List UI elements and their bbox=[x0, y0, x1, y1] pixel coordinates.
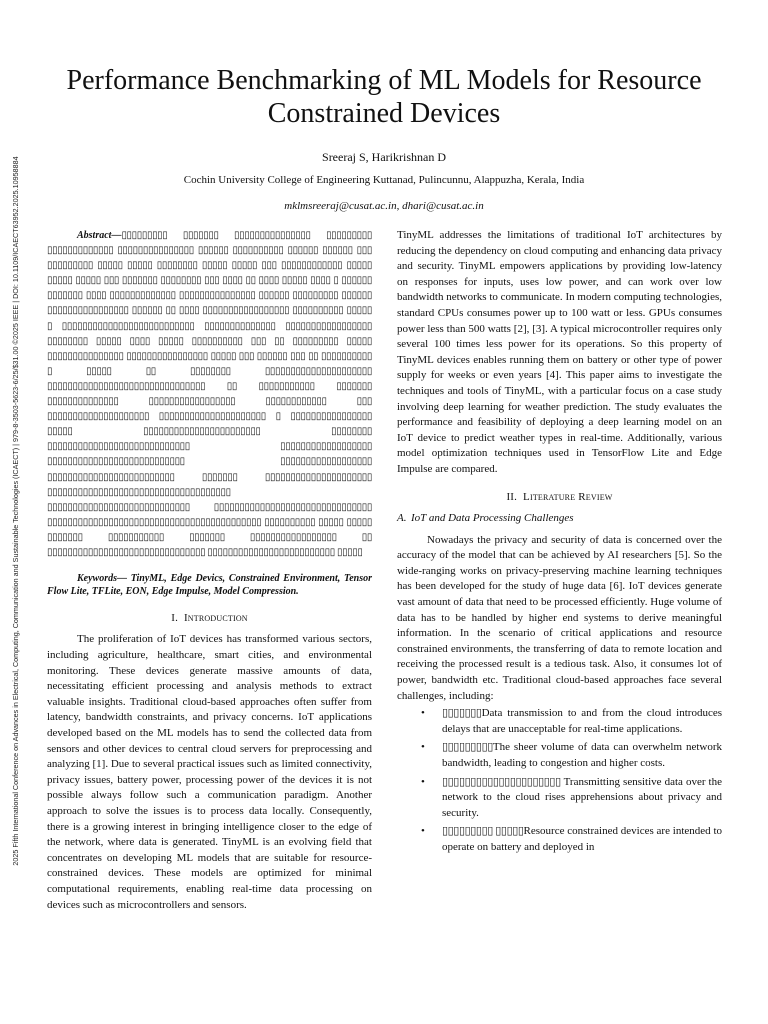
paper-affiliation: Cochin University College of Engineering Kuttanad, Pulincunnu, Alappuzha, Kerala, India bbox=[183, 174, 585, 186]
bullet-icon: • bbox=[421, 707, 425, 720]
bullet-garbled-term: ▯▯▯▯▯▯▯▯▯▯▯▯▯▯▯▯▯▯▯▯▯ bbox=[442, 775, 561, 788]
section-number: II. bbox=[506, 490, 518, 503]
right-column bbox=[397, 228, 722, 859]
bullet-text: Data transmission to and from the cloud introduces delays that are unacceptable for real-time applications. bbox=[442, 707, 722, 735]
conference-side-banner: 2025 Fifth International Conference on Advances in Electrical, Computing, Communication and Sustainable Technologies (ICAECT) | 979-8-3503-5623-6/25/$31.00 ©2025 IEEE | DOI: 10.1109/ICAECT63952.2025.10958884 bbox=[11, 156, 20, 866]
keywords: Keywords— TinyML, Edge Devics, Constrained Environment, Tensor Flow Lite, TFLite, EON, Edge Impulse, Model Compression. bbox=[47, 573, 372, 598]
bullet-text: Resource constrained devices are intended to operate on battery and deployed in bbox=[442, 825, 722, 853]
abstract-body: ▯▯▯▯▯▯▯▯▯ ▯▯▯▯▯▯▯ ▯▯▯▯▯▯▯▯▯▯▯▯▯▯▯ ▯▯▯▯▯▯▯▯▯ ▯▯▯▯▯▯▯▯▯▯▯▯▯ ▯▯▯▯▯▯▯▯▯▯▯▯▯▯▯ ▯▯▯▯▯▯ ▯▯▯▯▯▯▯▯▯▯ ▯▯▯▯▯▯ ▯▯▯▯▯▯ ▯▯▯ ▯▯▯▯▯▯▯▯▯ ▯▯▯▯▯ ▯▯▯▯▯ ▯▯▯▯▯▯▯▯ ▯▯▯▯▯ ▯▯▯▯▯ ▯▯▯ ▯▯▯▯▯▯▯▯▯▯▯▯ ▯▯▯▯▯ ▯▯▯▯▯ ▯▯▯▯▯ ▯▯▯ ▯▯▯▯▯▯▯ ▯▯▯▯▯▯▯▯ ▯▯▯ ▯▯▯▯ ▯▯ ▯▯▯▯ ▯▯▯▯▯ ▯▯▯▯ ▯ ▯▯▯▯▯▯ ▯▯▯▯▯▯▯ ▯▯▯▯ ▯▯▯▯▯▯▯▯▯▯▯▯▯ ▯▯▯▯▯▯▯▯▯▯▯▯▯▯▯ ▯▯▯▯▯▯ ▯▯▯▯▯▯▯▯▯ ▯▯▯▯▯▯ ▯▯▯▯▯▯▯▯▯▯▯▯▯▯▯▯ ▯▯▯▯▯▯ ▯▯ ▯▯▯▯ ▯▯▯▯▯▯▯▯▯▯▯▯▯▯▯▯▯ ▯▯▯▯▯▯▯▯▯▯ ▯▯▯▯▯ ▯ ▯▯▯▯▯▯▯▯▯▯▯▯▯▯▯▯▯▯▯▯▯▯▯▯▯▯ ▯▯▯▯▯▯▯▯▯▯▯▯▯▯ ▯▯▯▯▯▯▯▯▯▯▯▯▯▯▯▯▯ ▯▯▯▯▯▯▯▯ ▯▯▯▯▯ ▯▯▯▯ ▯▯▯▯▯ ▯▯▯▯▯▯▯▯▯▯ ▯▯▯ ▯▯ ▯▯▯▯▯▯▯▯▯ ▯▯▯▯▯ ▯▯▯▯▯▯▯▯▯▯▯▯▯▯▯ ▯▯▯▯▯▯▯▯▯▯▯▯▯▯▯▯ ▯▯▯▯▯ ▯▯▯ ▯▯▯▯▯▯ ▯▯▯ ▯▯ ▯▯▯▯▯▯▯▯▯▯ ▯ ▯▯▯▯▯ ▯▯ ▯▯▯▯▯▯▯▯ ▯▯▯▯▯▯▯▯▯▯▯▯▯▯▯▯▯▯▯▯▯ ▯▯▯▯▯▯▯▯▯▯▯▯▯▯▯▯▯▯▯▯▯▯▯▯▯▯▯▯▯▯▯ ▯▯ ▯▯▯▯▯▯▯▯▯▯▯ ▯▯▯▯▯▯▯ ▯▯▯▯▯▯▯▯▯▯▯▯▯▯ ▯▯▯▯▯▯▯▯▯▯▯▯▯▯▯▯▯ ▯▯▯▯▯▯▯▯▯▯▯▯ ▯▯▯ ▯▯▯▯▯▯▯▯▯▯▯▯▯▯▯▯▯▯▯▯ ▯▯▯▯▯▯▯▯▯▯▯▯▯▯▯▯▯▯▯▯▯ ▯ ▯▯▯▯▯▯▯▯▯▯▯▯▯▯▯▯ ▯▯▯▯▯ ▯▯▯▯▯▯▯▯▯▯▯▯▯▯▯▯▯▯▯▯▯▯▯ ▯▯▯▯▯▯▯▯ ▯▯▯▯▯▯▯▯▯▯▯▯▯▯▯▯▯▯▯▯▯▯▯▯▯▯▯▯ ▯▯▯▯▯▯▯▯▯▯▯▯▯▯▯▯▯▯ ▯▯▯▯▯▯▯▯▯▯▯▯▯▯▯▯▯▯▯▯▯▯▯▯▯▯▯ ▯▯▯▯▯▯▯▯▯▯▯▯▯▯▯▯▯▯ ▯▯▯▯▯▯▯▯▯▯▯▯▯▯▯▯▯▯▯▯▯▯▯▯▯ ▯▯▯▯▯▯▯ ▯▯▯▯▯▯▯▯▯▯▯▯▯▯▯▯▯▯▯▯▯ ▯▯▯▯▯▯▯▯▯▯▯▯▯▯▯▯▯▯▯▯▯▯▯▯▯▯▯▯▯▯▯▯▯▯▯▯ ▯▯▯▯▯▯▯▯▯▯▯▯▯▯▯▯▯▯▯▯▯▯▯▯▯▯▯▯ ▯▯▯▯▯▯▯▯▯▯▯▯▯▯▯▯▯▯▯▯▯▯▯▯▯▯▯▯▯▯▯ ▯▯▯▯▯▯▯▯▯▯▯▯▯▯▯▯▯▯▯▯▯▯▯▯▯▯▯▯▯▯▯▯▯▯▯▯▯▯▯▯▯▯ ▯▯▯▯▯▯▯▯▯▯ ▯▯▯▯▯ ▯▯▯▯▯ ▯▯▯▯▯▯▯ ▯▯▯▯▯▯▯▯▯▯▯ ▯▯▯▯▯▯▯ ▯▯▯▯▯▯▯▯▯▯▯▯▯▯▯▯▯ ▯▯ ▯▯▯▯▯▯▯▯▯▯▯▯▯▯▯▯▯▯▯▯▯▯▯▯▯▯▯▯▯▯▯ ▯▯▯▯▯▯▯▯▯▯▯▯▯▯▯▯▯▯▯▯▯▯▯▯▯ ▯▯▯▯▯ bbox=[47, 230, 372, 558]
list-item bbox=[397, 740, 722, 771]
literature-paragraph: Nowadays the privacy and security of data is concerned over the accuracy of the model that can be achieved by AI researchers [5]. So the wide-ranging works on privacy-preserving machine learning techniques has been developed for the study of huge data [6]. IoT devices generate vast amount of data that need to be processed efficiently. Huge volume of data has to be handled by higher end systems to derive meaningful information. In the scenario of critical applications and resource constrained environments, the transferring of data to remote location and receiving the processed result is a tedious task. Also, it consumes lot of power, bandwidth etc. Traditional cloud-based approaches face several challenges, including: bbox=[397, 533, 722, 702]
paper-emails: mklmsreeraj@cusat.ac.in, dhari@cusat.ac.in bbox=[284, 200, 484, 212]
abstract-label: Abstract— bbox=[77, 230, 122, 241]
subsection-heading-a bbox=[397, 511, 722, 527]
list-item bbox=[397, 775, 722, 822]
bullet-icon: • bbox=[421, 775, 425, 788]
bullet-icon: • bbox=[421, 825, 425, 838]
left-column bbox=[47, 228, 372, 913]
bullet-garbled-term: ▯▯▯▯▯▯▯▯▯ ▯▯▯▯▯ bbox=[442, 825, 524, 838]
bullet-icon: • bbox=[421, 741, 425, 754]
section-heading-introduction bbox=[47, 611, 372, 627]
section-number: I. bbox=[171, 611, 179, 624]
list-item bbox=[397, 706, 722, 737]
subsection-number: A. bbox=[397, 512, 407, 525]
challenges-list bbox=[397, 706, 722, 855]
section-title: Literature Review bbox=[523, 490, 613, 503]
bullet-garbled-term: ▯▯▯▯▯▯▯▯▯ bbox=[442, 741, 493, 754]
paper-authors: Sreeraj S, Harikrishnan D bbox=[322, 150, 446, 164]
subsection-title: IoT and Data Processing Challenges bbox=[411, 512, 574, 525]
bullet-garbled-term: ▯▯▯▯▯▯▯ bbox=[442, 707, 482, 720]
section-title: Introduction bbox=[183, 611, 248, 624]
list-item bbox=[397, 824, 722, 855]
bullet-text: Transmitting sensitive data over the network to the cloud rises apprehensions about privacy and security. bbox=[442, 775, 722, 819]
bullet-text: The sheer volume of data can overwhelm network bandwidth, leading to congestion and higher costs. bbox=[442, 741, 722, 769]
paper-title: Performance Benchmarking of ML Models for Resource Constrained Devices bbox=[66, 65, 702, 129]
abstract bbox=[47, 228, 372, 560]
section-heading-literature-review bbox=[397, 490, 722, 506]
introduction-paragraph: The proliferation of IoT devices has transformed various sectors, including agriculture, healthcare, smart cities, and environmental monitoring. These devices generate massive amounts of data, necessitating efficient processing and analysis methods to extract valuable insights. Traditional cloud-based approaches often suffer from latency, bandwidth constraints, and privacy concerns. IoT applications developed based on the ML models has to send the collected data from sensors and other devices to central cloud servers for preprocessing and analyzing [1]. Due to several practical issues such as limited connectivity, privacy issues, battery power, processing power of the devices it is not possible always follow such a communication paradigm. Another approach to solve the issues is to process data locally. Consequently, there is a growing interest in bringing intelligence closer to the edge of the network, where data is generated. TinyML is an evolving field that concentrates on developing ML models that are suitable for resource-constrained devices. These models are optimized for minimal computational requirements, enabling real-time data processing on devices such as microcontrollers and sensors. bbox=[47, 633, 372, 911]
tinyml-paragraph: TinyML addresses the limitations of traditional IoT architectures by reducing the dependency on cloud computing and enhancing data privacy and security. TinyML empowers applications by providing low-latency on responses for inputs, uses low power, and can work over low bandwidth networks to communicate. In modern computing technologies, standard CPUs consumes power up to 100 watt or less. GPUs consumes power less than 500 watts [2], [3]. A typical microcontroller requires only several 100 times less power for its operations. So this property of TinyML devices enables running them on battery or other type of power supply for weeks or even years [4]. This paper aims to investigate the techniques and tools of TinyML, with a particular focus on a case study involving deep learning for weather prediction. The study evaluates the performance and feasibility of deploying a deep learning model on an IoT device to predict weather types in real-time. Additionally, various model optimization techniques used in TensorFlow Lite and Edge Impulse are compared. bbox=[397, 229, 722, 475]
